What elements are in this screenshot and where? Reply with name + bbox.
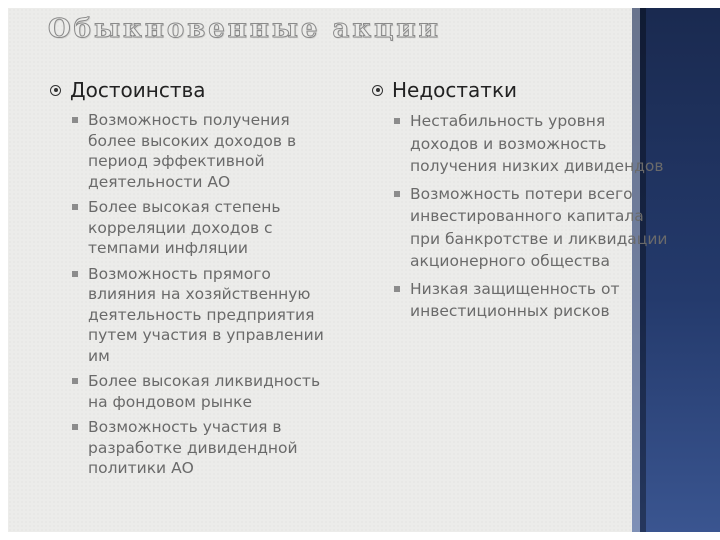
list-item [70,110,340,192]
disadvantages-column [372,78,672,328]
advantages-header [50,78,340,102]
advantages-heading: Достоинства [70,78,206,102]
list-item-text: Возможность участия в разработке дивидендной политики АО [88,418,298,477]
square-bullet-icon [72,378,78,384]
list-item-text: Более высокая ликвидность на фондовом рынке [88,372,321,411]
slide-title: Обыкновенные акции [48,14,441,44]
list-item [70,264,340,367]
circle-bullet-icon [50,85,61,96]
square-bullet-icon [394,191,400,197]
square-bullet-icon [394,118,400,124]
list-item [392,278,672,323]
list-item-text: Более высокая степень корреляции доходов с темпами инфляции [88,198,281,257]
list-item [70,197,340,259]
disadvantages-list [372,110,672,323]
square-bullet-icon [72,424,78,430]
list-item [392,183,672,273]
square-bullet-icon [394,286,400,292]
list-item [392,110,672,178]
list-item-text: Возможность получения более высоких доходов в период эффективной деятельности АО [88,111,297,191]
disadvantages-heading: Недостатки [392,78,518,102]
square-bullet-icon [72,117,78,123]
square-bullet-icon [72,271,78,277]
square-bullet-icon [72,204,78,210]
list-item [70,417,340,479]
advantages-list [50,110,340,479]
list-item-text: Возможность потери всего инвестированного капитала при банкротстве и ликвидации акционерного общества [410,184,668,270]
list-item-text: Низкая защищенность от инвестиционных рисков [410,279,620,320]
circle-bullet-icon [372,85,383,96]
advantages-column [50,78,340,484]
disadvantages-header [372,78,672,102]
list-item-text: Нестабильность уровня доходов и возможность получения низких дивидендов [410,112,664,175]
list-item [70,371,340,412]
list-item-text: Возможность прямого влияния на хозяйственную деятельность предприятия путем участия в управлении им [88,264,324,365]
